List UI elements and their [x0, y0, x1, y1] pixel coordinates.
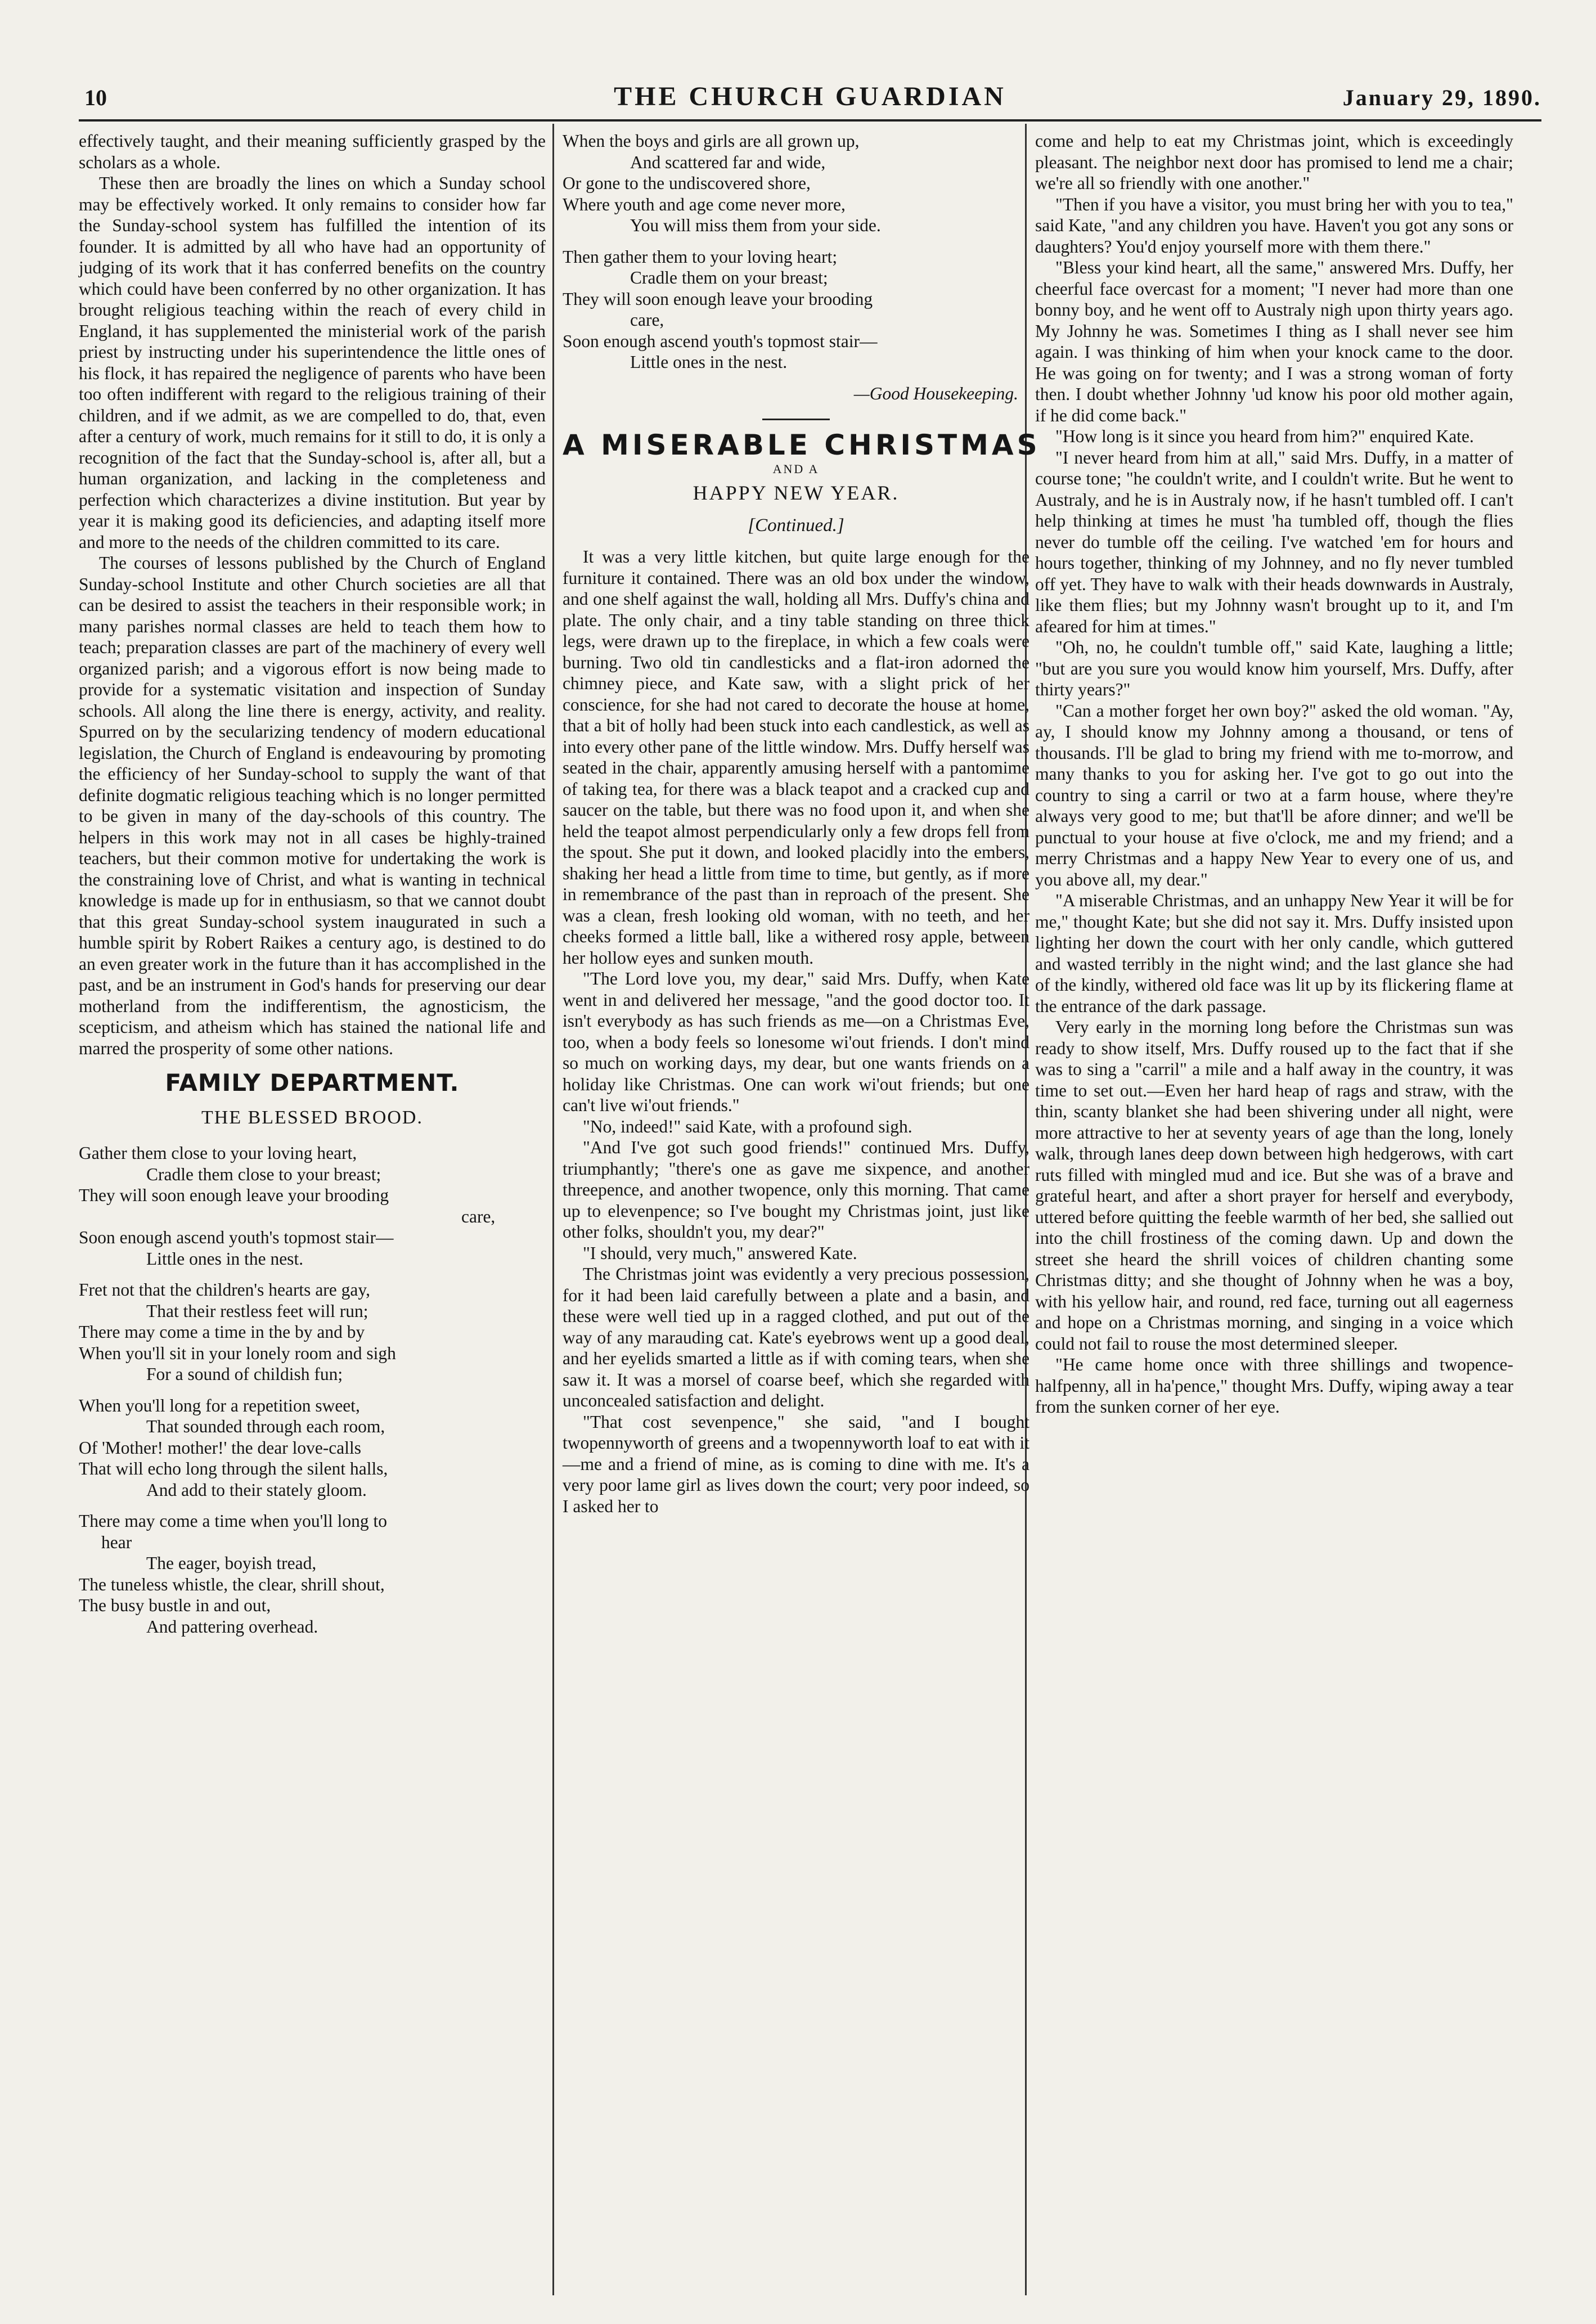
poem-line: For a sound of childish fun; — [146, 1364, 343, 1384]
issue-date: January 29, 1890. — [1342, 85, 1541, 110]
poem-attribution: —Good Housekeeping. — [853, 383, 1018, 403]
poem-line: That their restless feet will run; — [146, 1301, 368, 1321]
poem-line: Little ones in the nest. — [630, 352, 788, 372]
poem-line: Or gone to the undiscovered shore, — [563, 173, 811, 193]
poem-line: care, — [630, 310, 664, 330]
column-divider — [552, 124, 554, 2295]
poem-line: They will soon enough leave your brooding — [79, 1185, 389, 1205]
poem-line: You will miss them from your side. — [630, 215, 881, 235]
section-rule — [762, 419, 830, 420]
poem-line: There may come a time in the by and by — [79, 1322, 365, 1342]
page-number: 10 — [84, 85, 107, 110]
story-subtitle: HAPPY NEW YEAR. — [693, 482, 900, 504]
page-header — [79, 73, 1541, 118]
column-2 — [563, 131, 1041, 1517]
poem-line: They will soon enough leave your brooding — [563, 289, 873, 309]
story-paragraph: come and help to eat my Christmas joint, which is exceedingly pleasant. The neighbor next door has promised to lend me a chair; we're all so friendly with one another." — [1035, 131, 1513, 193]
story-paragraph: "How long is it since you heard from him?" enquired Kate. — [1055, 426, 1474, 446]
poem-line: When you'll sit in your lonely room and sigh — [79, 1343, 396, 1363]
poem-line: The eager, boyish tread, — [146, 1553, 317, 1573]
poem-stanza — [79, 1511, 546, 1637]
poem-line: When you'll long for a repetition sweet, — [79, 1395, 360, 1415]
continued-note: [Continued.] — [748, 515, 844, 536]
poem-stanza — [563, 131, 1029, 236]
story-paragraph: "No, indeed!" said Kate, with a profound sigh. — [583, 1116, 912, 1136]
story-paragraph: "Bless your kind heart, all the same," answered Mrs. Duffy, her cheerful face overcast for a moment; "I never had more than one bonny boy, and he went off to Australy nigh upon thirty years ago. My Johnny he was. Sometimes I thing as I shall never see him again. I was thinking of him when your knock came to the door. He was going on for twenty; and I was a strong woman of forty then. I doubt whether Johnny 'ud know his poor old mother again, if he did come back." — [1035, 258, 1513, 425]
story-paragraph: "I never heard from him at all," said Mrs. Duffy, in a matter of course tone; "he couldn't write, and I couldn't write. But he went to Australy, and he is in Australy now, if he hasn't tumbled off. I can't help thinking at times he must 'ha tumbled off, though the flies never do tumble off the ceiling. I've watched 'em for hours and hours together, thinking of my Johnney, and no fly never tumbled off yet. They have to walk with their heads downwards in Australy, like them flies; but my Johnny wasn't brought up to it, and I'm afeared for him at times." — [1035, 447, 1513, 636]
poem-line: Cradle them close to your breast; — [146, 1164, 381, 1184]
poem-line: That sounded through each room, — [146, 1417, 385, 1436]
poem-line: Of 'Mother! mother!' the dear love-calls — [79, 1437, 362, 1458]
poem-line: There may come a time when you'll long to — [79, 1511, 388, 1531]
story-title-and: AND A — [772, 461, 820, 476]
poem-title: THE BLESSED BROOD. — [201, 1107, 423, 1128]
poem-stanza — [79, 1143, 546, 1269]
poem-line: Where youth and age come never more, — [563, 194, 846, 214]
poem-line: And pattering overhead. — [146, 1616, 318, 1637]
poem-line: The busy bustle in and out, — [79, 1595, 271, 1615]
article-paragraph: The courses of lessons published by the Church of England Sunday-school Institute and other Church societies are all that can be desired to assist the teachers in their responsible work; in many parishes normal classes are held to teach them how to teach; preparation classes are part of the machinery of every well organized parish; and a vigorous effort is now being made to provide for a systematic visitation and inspection of Sunday schools. All along the line there is energy, activity, and reality. Spurred on by the secularizing tendency of modern educational legislation, the Church of England is endeavouring by promoting the efficiency of her Sunday-school to supply the want of that definite dogmatic religious teaching which is no longer permitted to be given in many of the day-schools of this country. The helpers in this work may not in all cases be highly-trained teachers, but their common motive for undertaking the work is the constraining love of Christ, and what is wanting in technical knowledge is made up for in enthusiasm, so that we cannot doubt that this great Sunday-school system inaugurated in such a humble spirit by Robert Raikes a century ago, is destined to do an even greater work in the future than it has accomplished in the past, and be an instrument in God's hands for preserving our dear motherland from the indifferentism, the agnosticism, the scepticism, and atheism which has stained the national life and marred the prosperity of some other nations. — [79, 553, 546, 1058]
poem-line: Cradle them on your breast; — [630, 268, 828, 287]
poem-line: care, — [461, 1206, 496, 1226]
story-paragraph: "The Lord love you, my dear," said Mrs. Duffy, when Kate went in and delivered her message, "and the good doctor too. It isn't everybody as has such friends as me—on a Christmas Eve, too, when a body feels so lonesome wi'out friends. I don't mind so much on working days, my dear, but one wants friends on a holiday like Christmas. One can work wi'out friends; but one can't live wi'out friends." — [563, 969, 1029, 1115]
article-paragraph: effectively taught, and their meaning sufficiently grasped by the scholars as a whole. — [79, 131, 546, 172]
story-paragraph: "I should, very much," answered Kate. — [583, 1243, 857, 1263]
column-3 — [1035, 131, 1513, 1418]
poem-stanza — [563, 246, 1029, 373]
story-paragraph: "Oh, no, he couldn't tumble off," said Kate, laughing a little; "but are you sure you would know him yourself, Mrs. Duffy, after thirty years?" — [1035, 637, 1513, 699]
poem-line: Soon enough ascend youth's topmost stair— — [79, 1228, 394, 1247]
poem-line: Then gather them to your loving heart; — [563, 246, 838, 267]
article-paragraph: These then are broadly the lines on which a Sunday school may be effectively worked. It only remains to consider how far the Sunday-school system has fulfilled the intention of its founder. It is admitted by all who have had an opportunity of judging of its work that it has conferred benefits on the country which could have been conferred by no other organization. It has brought religious teaching within the reach of every child in England, it has supplemented the ministerial work of the parish priest by instructing under his superintendence the little ones of his flock, it has repaired the negligence of parents who have been too often indifferent with regard to the religious training of their children, and if we admit, as we are compelled to do, that, even after a century of work, much remains for it still to do, it is only a recognition of the fact that the Sunday-school is, after all, but a human organization, and lacking in the completeness and perfection which characterizes a divine institution. But year by year it is making good its deficiencies, and adapting itself more and more to the needs of the children committed to its care. — [79, 173, 546, 552]
poem-stanza — [79, 1395, 546, 1501]
story-title: A MISERABLE CHRISTMAS — [563, 429, 1041, 461]
poem-line: Gather them close to your loving heart, — [79, 1143, 357, 1163]
story-paragraph: "That cost sevenpence," she said, "and I bought twopennyworth of greens and a twopennyworth loaf to eat with it—me and a friend of mine, as is coming to dine with me. It's a very poor lame girl as lives down the court; very poor indeed, so I asked her to — [563, 1412, 1029, 1516]
header-rule — [79, 119, 1541, 122]
story-paragraph: The Christmas joint was evidently a very precious possession, for it had been laid carefully between a plate and a basin, and these were well tied up in a ragged clothed, and put out of the way of any marauding cat. Kate's eyebrows went up a good deal, and her eyelids smarted a little as if with coming tears, when she saw it. It was a morsel of coarse beef, which she regarded with unconcealed satisfaction and delight. — [563, 1264, 1029, 1410]
poem-line: Fret not that the children's hearts are gay, — [79, 1280, 370, 1300]
story-paragraph: Very early in the morning long before the Christmas sun was ready to show itself, Mrs. Duffy roused up to the fact that if she was to sing a "carril" a mile and a half away in the country, it was time to set out.—Even her hard heap of rags and straw, with the thin, scanty blanket she had been shivering under all night, were more attractive to her at seventy years of age than the long, lonely walk, through lanes deep down between high hedgerows, with cart ruts filled with mingled mud and ice. But she was of a brave and grateful heart, and after a short prayer for herself and everybody, uttered before quitting the feeble warmth of her bed, she sallied out into the chill frostiness of the coming dawn. Up and down the street she heard the shrill voices of children chanting some Christmas ditty; and she thought of Johnny when he was a boy, with his yellow hair, and round, red face, turning out all eagerness and hope on a Christmas morning, and singing in a voice which could not fail to rouse the most determined sleeper. — [1035, 1017, 1513, 1354]
poem-line: That will echo long through the silent halls, — [79, 1459, 388, 1478]
story-paragraph: "And I've got such good friends!" continued Mrs. Duffy, triumphantly; "there's one as gave me sixpence, and another threepence, and another twopence, only this morning. That came up to elevenpence; so I've bought my Christmas joint, just like other folks, shouldn't you, my dear?" — [563, 1138, 1029, 1242]
story-paragraph: "He came home once with three shillings and twopence-halfpenny, all in ha'pence," thought Mrs. Duffy, wiping away a tear from the sunken corner of her eye. — [1035, 1355, 1513, 1417]
poem-line: hear — [101, 1532, 132, 1552]
poem-line: Soon enough ascend youth's topmost stair— — [563, 331, 878, 351]
story-paragraph: It was a very little kitchen, but quite large enough for the furniture it contained. There was an old box under the window, and one shelf against the wall, holding all Mrs. Duffy's china and plate. The only chair, and a tiny table standing on three thick legs, were drawn up to the fireplace, in which a few coals were burning. Two old tin candlesticks and a flat-iron adorned the chimney piece, and Kate saw, with a slight prick of her conscience, for she had not cared to decorate the house at home, that a bit of holly had been stuck into each candlestick, as well as into every other pane of the little window. Mrs. Duffy herself was seated in the chair, apparently amusing herself with a pantomime of taking tea, for there was a black teapot and a cracked cup and saucer on the table, but there was no food upon it, and when she held the teapot almost perpendicularly only a few drops fell from the spout. She put it down, and looked placidly into the embers, shaking her head a little from time to time, but gently, as if more in remembrance of the past than in reproach of the present. She was a clean, fresh looking old woman, with no teeth, and her cheeks formed a little ball, like a withered rosy apple, between her hollow eyes and sunken mouth. — [563, 547, 1029, 968]
poem-line: Little ones in the nest. — [146, 1248, 304, 1269]
poem — [79, 1143, 546, 1637]
poem-line: The tuneless whistle, the clear, shrill shout, — [79, 1574, 385, 1594]
poem-line: When the boys and girls are all grown up, — [563, 131, 860, 151]
story-paragraph: "A miserable Christmas, and an unhappy New Year it will be for me," thought Kate; but she did not say it. Mrs. Duffy insisted upon lighting her down the court with her only candle, which guttered and wasted terribly in the night wind; and the last glance she had of the kindly, withered old face was lit up by its flickering flame at the entrance of the dark passage. — [1035, 891, 1513, 1016]
poem-line: And scattered far and wide, — [630, 152, 826, 172]
story-paragraph: "Can a mother forget her own boy?" asked the old woman. "Ay, ay, I should know my Johnny among a thousand, or tens of thousands. I'll be glad to bring my friend with me to-morrow, and many thanks to you for asking her. I've got to go out into the country to sing a carril or two at a farm house, where they're always very good to me; but that'll be afore dinner; and we'll be punctual to your house at five o'clock, me and my friend; and a merry Christmas and a happy New Year to every one of us, and you above all, my dear." — [1035, 700, 1513, 889]
story-paragraph: "Then if you have a visitor, you must bring her with you to tea," said Kate, "and any children you have. Haven't you got any sons or daughters? You'd enjoy yourself more with them there." — [1035, 194, 1513, 257]
column-1 — [79, 131, 546, 1647]
poem-line: And add to their stately gloom. — [146, 1480, 367, 1500]
poem-continued — [563, 131, 1029, 373]
masthead: THE CHURCH GUARDIAN — [614, 82, 1006, 111]
section-heading: FAMILY DEPARTMENT. — [165, 1069, 460, 1096]
poem-stanza — [79, 1279, 546, 1385]
